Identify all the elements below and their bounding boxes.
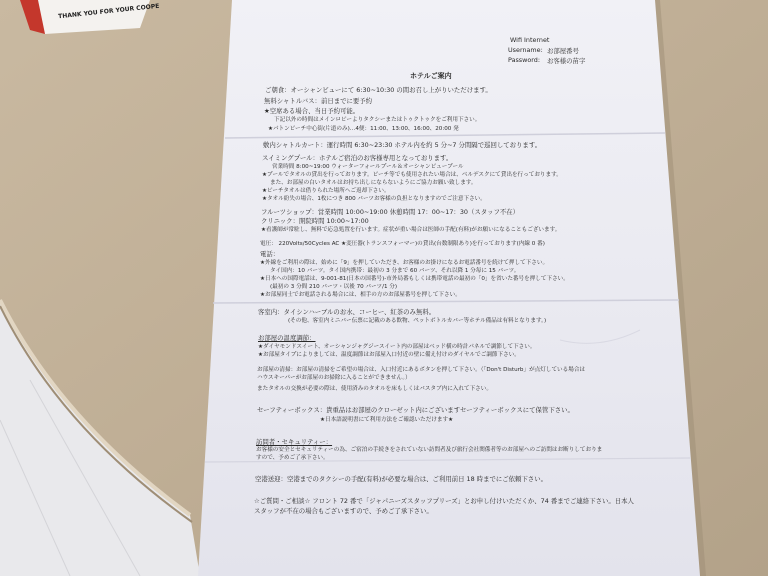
fruit-shop-line: フルーツショップ：営業時間 10:00~19:00 休憩時間 17：00~17：30（スタッフ不在）	[261, 208, 520, 216]
inquiry-line: ☆ご質問・ご相談☆ フロント 72 番で「ジャパニーズスタッフプリーズ」とお申し付けいただくか、74 番までご連絡下さい。日本人スタッフが不在の場合もございますので、予めご了承下さい。	[254, 497, 634, 515]
phone-heading: 電話：	[260, 250, 280, 258]
phone-note: ★日本への国際電話は、9-001-81(日本の国番号)-市外局番もしくは携帯電話の最初の「0」を省いた番号を押して下さい。	[260, 276, 569, 282]
pool-note: また、お部屋の白いタオルはお持ち出しにならないようにご協力お願い致します。	[270, 180, 477, 186]
breakfast-line: ご朝食：オーシャンビューにて 6:30~10:30 の間お召し上がりいただけます。	[265, 86, 492, 94]
voltage-line: 電圧： 220Volts/50Cycles AC ★変圧器(トランスフォーマー)の貸出(台数制限あり)を行っております(内線 0 番)	[260, 241, 545, 247]
room-drinks-line: 客室内：タイシンハーブルのお水、コーヒー、紅茶のみ無料。	[258, 308, 436, 316]
pool-note: ★プールでタオルの貸出を行っております。ビーチ等でも使用されたい場合は、ベルデスクにて貸出を行っております。	[262, 172, 562, 178]
shuttle-bus-heading: 無料シャトルバス：前日までに要予約	[264, 97, 373, 105]
security-heading: 訪問者・セキュリティー：	[256, 438, 333, 446]
temperature-heading: お部屋の温度調節：	[258, 334, 316, 342]
paper-sheet	[198, 0, 700, 576]
wifi-heading: Wifi Internet	[510, 36, 550, 44]
shuttle-bus-schedule: ★パトンビーチ中心街(片道のみ)…4便：11:00、13:00、16:00、20:00 発	[268, 126, 459, 132]
shuttle-bus-note: 下記以外の時間はメインロビーよりタクシーまたはトゥクトゥクをご利用下さい。	[274, 117, 481, 123]
cleaning-note: またタオルの交換が必要の際は、使用済みのタオルを床もしくはバスタブ内に入れて下さい。	[257, 386, 492, 392]
wifi-username-value: お部屋番号	[547, 47, 579, 55]
temperature-note: ★お部屋タイプによりましては、温度調節はお部屋入口付近の壁に備え付けのダイヤルでご調節下さい。	[258, 352, 520, 358]
phone-note: ★外線をご利用の際は、始めに「9」を押していただき、お客様のお掛けになるお電話番号を続けて押して下さい。	[260, 260, 549, 266]
safe-box-note: ★日本語説明書にて利用方法をご確認いただけます★	[320, 417, 454, 423]
temperature-note: ★ダイヤモンドスイート、オーシャンジャグジースイート内の部屋はベッド横の時計パネルで調節して下さい。	[258, 344, 536, 350]
wifi-password-value: お客様の苗字	[547, 57, 586, 65]
clinic-note: ★看護師が常駐し、無料で応急処置を行います。症状が重い場合は医師の手配(有料)がお願いになることもございます。	[261, 227, 561, 233]
card-text: THANK YOU FOR YOUR COOPE	[57, 2, 160, 21]
cart-line: 敷内シャトルカート：運行時間 6:30~23:30 ホテル内を約 5 分~7 分間隔で巡回しております。	[263, 141, 542, 149]
clinic-line: クリニック：開院時間 10:00~17:00	[261, 217, 369, 225]
room-drinks-note: (その他、客室内ミニバー伝票に記載のある飲物、ペットボトルカバー等ホテル備品は有料となります。)	[288, 318, 547, 324]
safe-box-line: セーフティーボックス：貴重品はお部屋のクローゼット内にございますセーフティーボックスにて保管下さい。	[257, 406, 574, 414]
pool-note: ★ビーチタオルは借りられた場所へご返却下さい。	[262, 188, 390, 194]
cleaning-line: お部屋の清掃：お部屋の清掃をご希望の場合は、入口付近にあるボタンを押して下さい。（「Don't Disturb」が点灯している場合はハウスキーパーがお部屋のお掃除に入ることができません。）	[257, 367, 586, 381]
wifi-username-label: Username:	[508, 46, 543, 54]
airport-line: 空港送迎：空港までのタクシーの手配(有料)が必要な場合は、ご利用前日 18 時までにご依頼下さい。	[255, 475, 547, 483]
security-note: お客様の安全とセキュリティーの為、ご宿泊の手続きをされていない訪問者及び旅行会社関係者等のお部屋へのご訪問はお断りしておりますので、予めご了承下さい。	[256, 447, 603, 461]
pool-heading: スイミングプール：ホテルご宿泊のお客様専用となっております。	[262, 154, 453, 162]
pool-hours: 営業時間 8:00~19:00 ウォーターフォールプール＆オーシャンビュープール	[272, 164, 464, 170]
shuttle-bus-note: ★空席ある場合、当日予約可能。	[264, 107, 360, 115]
phone-note: タイ国内：10 バーツ。タイ国内携帯：最初の 3 分まで 60 バーツ、それ以降 1 分毎に 15 バーツ。	[270, 268, 520, 274]
document-title: ホテルご案内	[410, 72, 452, 80]
wifi-password-label: Password:	[508, 56, 541, 64]
pool-note: ★タオル紛失の場合、1枚につき 800 バーツお客様の負担となりますのでご注意下さい。	[262, 196, 486, 202]
phone-note: ★お部屋同士でお電話される場合には、相手の方のお部屋番号を押して下さい。	[260, 292, 461, 298]
phone-note: (最初の 3 分間 210 バーツ・以後 70 バーツ/1 分)	[270, 284, 398, 290]
card	[0, 0, 160, 34]
